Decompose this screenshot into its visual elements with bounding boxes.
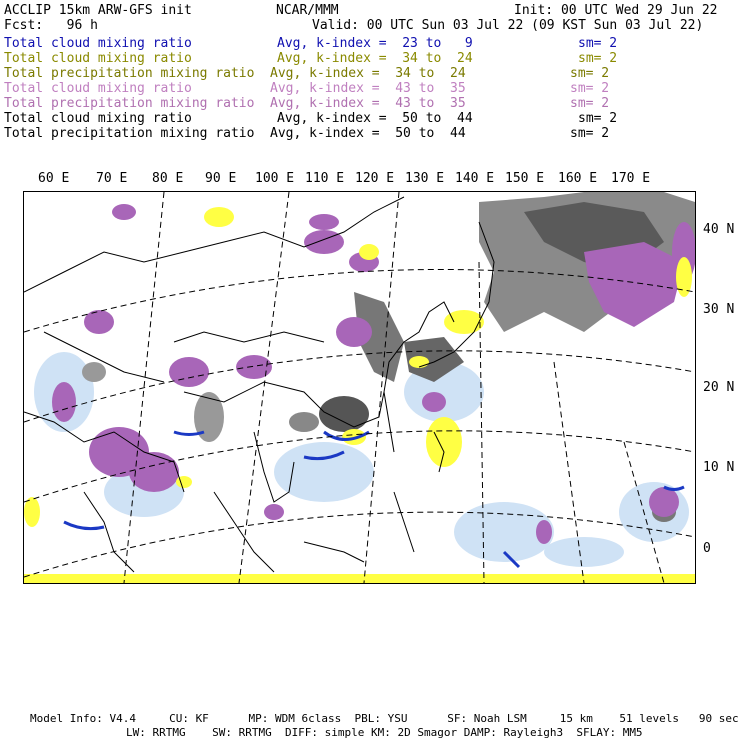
- legend-sm-2: sm= 2: [570, 66, 610, 81]
- forecast-hour: Fcst: 96 h: [4, 18, 98, 33]
- legend-avg-3: Avg, k-index = 43 to 35: [270, 81, 466, 96]
- institution-label: NCAR/MMM: [276, 3, 339, 18]
- lat-label: 40 N: [703, 222, 735, 237]
- legend-field-1: Total cloud mixing ratio: [4, 51, 192, 66]
- lat-label: 0: [703, 541, 711, 556]
- legend-avg-6: Avg, k-index = 50 to 44: [270, 126, 466, 141]
- legend-avg-0: Avg, k-index = 23 to 9: [277, 36, 473, 51]
- legend-avg-1: Avg, k-index = 34 to 24: [277, 51, 473, 66]
- lon-label: 140 E: [455, 171, 495, 186]
- legend-avg-2: Avg, k-index = 34 to 24: [270, 66, 466, 81]
- lat-label: 10 N: [703, 460, 735, 475]
- lon-label: 80 E: [152, 171, 184, 186]
- legend-sm-3: sm= 2: [570, 81, 610, 96]
- model-info-line-2: LW: RRTMG SW: RRTMG DIFF: simple KM: 2D Smagor DAMP: Rayleigh3 SFLAY: MM5: [126, 726, 643, 739]
- lon-label: 130 E: [405, 171, 445, 186]
- lon-label: 120 E: [355, 171, 395, 186]
- lon-label: 110 E: [305, 171, 345, 186]
- legend-sm-5: sm= 2: [578, 111, 618, 126]
- lon-label: 150 E: [505, 171, 545, 186]
- model-info-line-1: Model Info: V4.4 CU: KF MP: WDM 6class PBL: YSU SF: Noah LSM 15 km 51 levels 90 sec: [30, 712, 739, 725]
- lat-label: 20 N: [703, 380, 735, 395]
- legend-avg-4: Avg, k-index = 43 to 35: [270, 96, 466, 111]
- lon-label: 60 E: [38, 171, 70, 186]
- legend-field-4: Total precipitation mixing ratio: [4, 96, 255, 111]
- legend-avg-5: Avg, k-index = 50 to 44: [277, 111, 473, 126]
- lon-label: 70 E: [96, 171, 128, 186]
- legend-field-6: Total precipitation mixing ratio: [4, 126, 255, 141]
- legend-sm-1: sm= 2: [578, 51, 618, 66]
- lon-label: 90 E: [205, 171, 237, 186]
- init-time: Init: 00 UTC Wed 29 Jun 22: [514, 3, 718, 18]
- legend-sm-4: sm= 2: [570, 96, 610, 111]
- legend-sm-6: sm= 2: [570, 126, 610, 141]
- map-canvas: [24, 192, 695, 583]
- legend-field-5: Total cloud mixing ratio: [4, 111, 192, 126]
- legend-field-3: Total cloud mixing ratio: [4, 81, 192, 96]
- legend-sm-0: sm= 2: [578, 36, 618, 51]
- legend-field-0: Total cloud mixing ratio: [4, 36, 192, 51]
- chart-title: ACCLIP 15km ARW-GFS init: [4, 3, 192, 18]
- valid-time: Valid: 00 UTC Sun 03 Jul 22 (09 KST Sun 03 Jul 22): [312, 18, 704, 33]
- lon-label: 160 E: [558, 171, 598, 186]
- lon-label: 100 E: [255, 171, 295, 186]
- lat-label: 30 N: [703, 302, 735, 317]
- lon-label: 170 E: [611, 171, 651, 186]
- map-panel: [23, 191, 696, 584]
- legend-field-2: Total precipitation mixing ratio: [4, 66, 255, 81]
